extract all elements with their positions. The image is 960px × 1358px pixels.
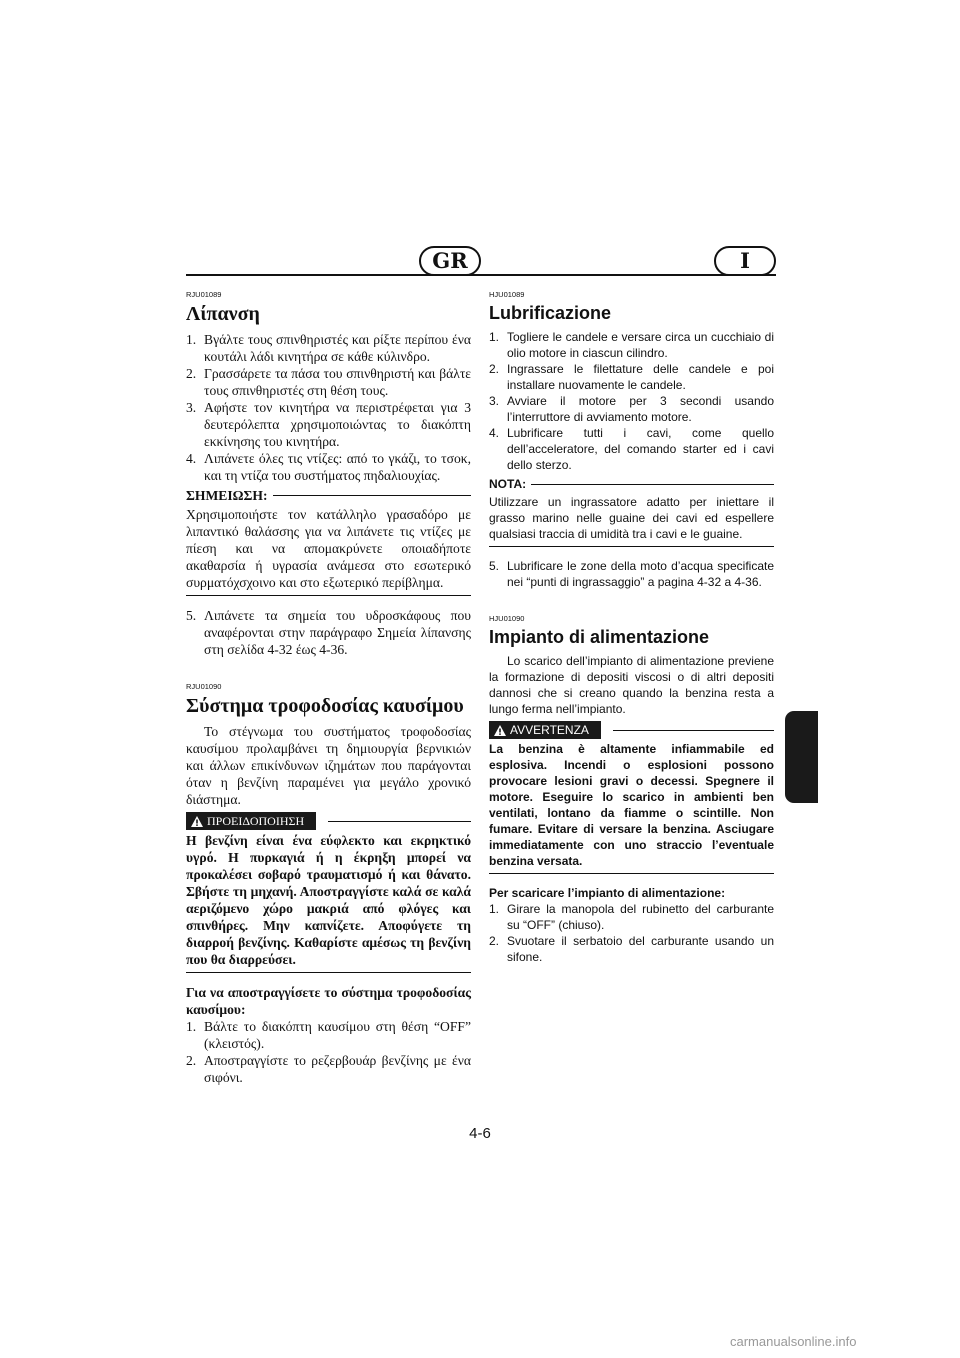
warning-label: ΠΡΟΕΙΔΟΠΟΙΗΣΗ: [207, 814, 305, 828]
list-item: 4. Lubrificare tutti i cavi, come quello dell’acceleratore, del comando starter ed i cavi dello sterzo.: [489, 426, 774, 472]
list-item: 3. Avviare il motore per 3 secondi usando l’interruttore di avviamento motore.: [489, 394, 774, 424]
italian-column: [489, 290, 774, 965]
list-item: 2. Ingrassare le filettature delle candele e poi installare nuovamente le candele.: [489, 362, 774, 392]
list-item: 2. Αποστραγγίστε το ρεζερβουάρ βενζίνης με ένα σιφόνι.: [186, 1053, 471, 1085]
note-end-rule: [489, 546, 774, 547]
header-rule: [186, 274, 776, 276]
section-code: HJU01090: [489, 614, 525, 623]
page-number: 4-6: [469, 1125, 491, 1142]
section-code: RJU01090: [186, 682, 222, 691]
language-badge-it: I: [714, 246, 776, 276]
section-intro: Το στέγνωμα του συστήματος τροφοδοσίας καυσίμου προλαμβάνει τη δημιουργία βερνικιών και άλλων επικίνδυνων ιζημάτων που παράγονται όταν η βενζίνη παραμένει για μεγάλο χρονικό διάστημα.: [186, 724, 471, 807]
warning-end-rule: [489, 873, 774, 874]
section-intro: Lo scarico dell’impianto di alimentazione previene la formazione di depositi viscosi o di altri depositi dannosi che si creano quando la benzina resta a lungo ferma nell’impianto.: [489, 654, 774, 716]
list-item: 2. Svuotare il serbatoio del carburante usando un sifone.: [489, 934, 774, 964]
list-item: 1. Βγάλτε τους σπινθηριστές και ρίξτε περίπου ένα κουτάλι λάδι κινητήρα σε κάθε κύλινδρο.: [186, 332, 471, 364]
procedure-title: Per scaricare l’impianto di alimentazione:: [489, 886, 726, 900]
warning-label: AVVERTENZA: [510, 723, 589, 737]
warning-end-rule: [186, 972, 471, 973]
warning-icon: [494, 725, 506, 736]
section-title: Σύστημα τροφοδοσίας καυσίμου: [186, 695, 464, 717]
warning-badge: [489, 721, 601, 739]
list-item: 5. Lubrificare le zone della moto d’acqua specificate nei “punti di ingrassaggio” a pagina 4-32 a 4-36.: [489, 559, 774, 589]
note-text: Utilizzare un ingrassatore adatto per iniettare il grasso marino nelle guaine dei cavi ed espellere qualsiasi traccia di umidità tra i cavi e le guaine.: [489, 495, 774, 541]
warning-rule: [613, 730, 774, 731]
list-item: 2. Γρασσάρετε τα πάσα του σπινθηριστή και βάλτε τους σπινθηριστές στη θέση τους.: [186, 366, 471, 398]
section-code: RJU01089: [186, 290, 222, 299]
section-title: Impianto di alimentazione: [489, 627, 710, 647]
section-title: Lubrificazione: [489, 303, 612, 323]
list-item: 1. Βάλτε το διακόπτη καυσίμου στη θέση “OFF” (κλειστός).: [186, 1019, 471, 1051]
note-header: [186, 487, 471, 504]
warning-rule: [328, 821, 471, 822]
list-item: 1. Togliere le candele e versare circa un cucchiaio di olio motore in ciascun cilindro.: [489, 330, 774, 360]
note-text: Χρησιμοποιήστε τον κατάλληλο γρασαδόρο με λιπαντικό θαλάσσης για να λιπάνετε τις ντίζες με πίεση και να απομακρύνετε οποιαδήποτε ακαθαρσία ή υγρασία ανάμεσα στο εσωτερικό συρματόχσχοινο και στο εξωτερικό περίβλημα.: [186, 507, 471, 590]
watermark: carmanualsonline.info: [730, 1334, 857, 1349]
note-header: [489, 476, 774, 492]
warning-badge: [186, 812, 316, 830]
greek-column: [186, 290, 471, 1086]
warning-text: La benzina è altamente infiammabile ed esplosiva. Incendi o esplosioni possono provocare lesioni gravi o decessi. Spegnere il motore. Eseguire lo scarico in ambienti ben ventilati, lontano da fiamme o scintille. Non fumare. Evitare di versare la benzina. Asciugare immediatamente con uno straccio l’eventuale benzina versata.: [489, 742, 774, 868]
warning-text: Η βενζίνη είναι ένα εύφλεκτο και εκρηκτικό υγρό. Η πυρκαγιά ή η έκρηξη μπορεί να προκαλέσει σοβαρό τραυματισμό ή και θάνατο. Σβήστε τη μηχανή. Αποστραγγίστε καλά σε καλά αεριζόμενο χώρο μακριά από φλόγες και σπινθήρες. Μην καπνίζετε. Αποφύγετε τη διαρροή βενζίνης. Καθαρίστε αμέσως τη βενζίνη που θα διαρρεύσει.: [186, 833, 471, 967]
list-item: 5. Λιπάνετε τα σημεία του υδροσκάφους που αναφέρονται στην παράγραφο Σημεία λίπανσης στη σελίδα 4-32 έως 4-36.: [186, 608, 471, 657]
note-rule: [531, 484, 774, 485]
procedure-title: Για να αποστραγγίσετε το σύστημα τροφοδοσίας καυσίμου:: [186, 985, 471, 1017]
note-end-rule: [186, 595, 471, 596]
note-label: ΣΗΜΕΙΩΣΗ:: [186, 488, 268, 503]
chapter-side-tab: [785, 711, 818, 803]
note-rule: [273, 495, 471, 496]
section-code: HJU01089: [489, 290, 525, 299]
language-badge-gr: GR: [419, 246, 481, 276]
list-item: 1. Girare la manopola del rubinetto del carburante su “OFF” (chiuso).: [489, 902, 774, 932]
warning-icon: [191, 816, 203, 827]
section-title: Λίπανση: [186, 303, 260, 325]
list-item: 4. Λιπάνετε όλες τις ντίζες: από το γκάζι, το τσοκ, και τη ντίζα του συστήματος πηδαλιουχίας.: [186, 451, 471, 483]
note-label: NOTA:: [489, 477, 527, 491]
warning-header: [489, 721, 774, 739]
list-item: 3. Αφήστε τον κινητήρα να περιστρέφεται για 3 δευτερόλεπτα χρησιμοποιώντας το διακόπτη εκκίνησης του κινητήρα.: [186, 400, 471, 449]
warning-header: [186, 812, 471, 830]
